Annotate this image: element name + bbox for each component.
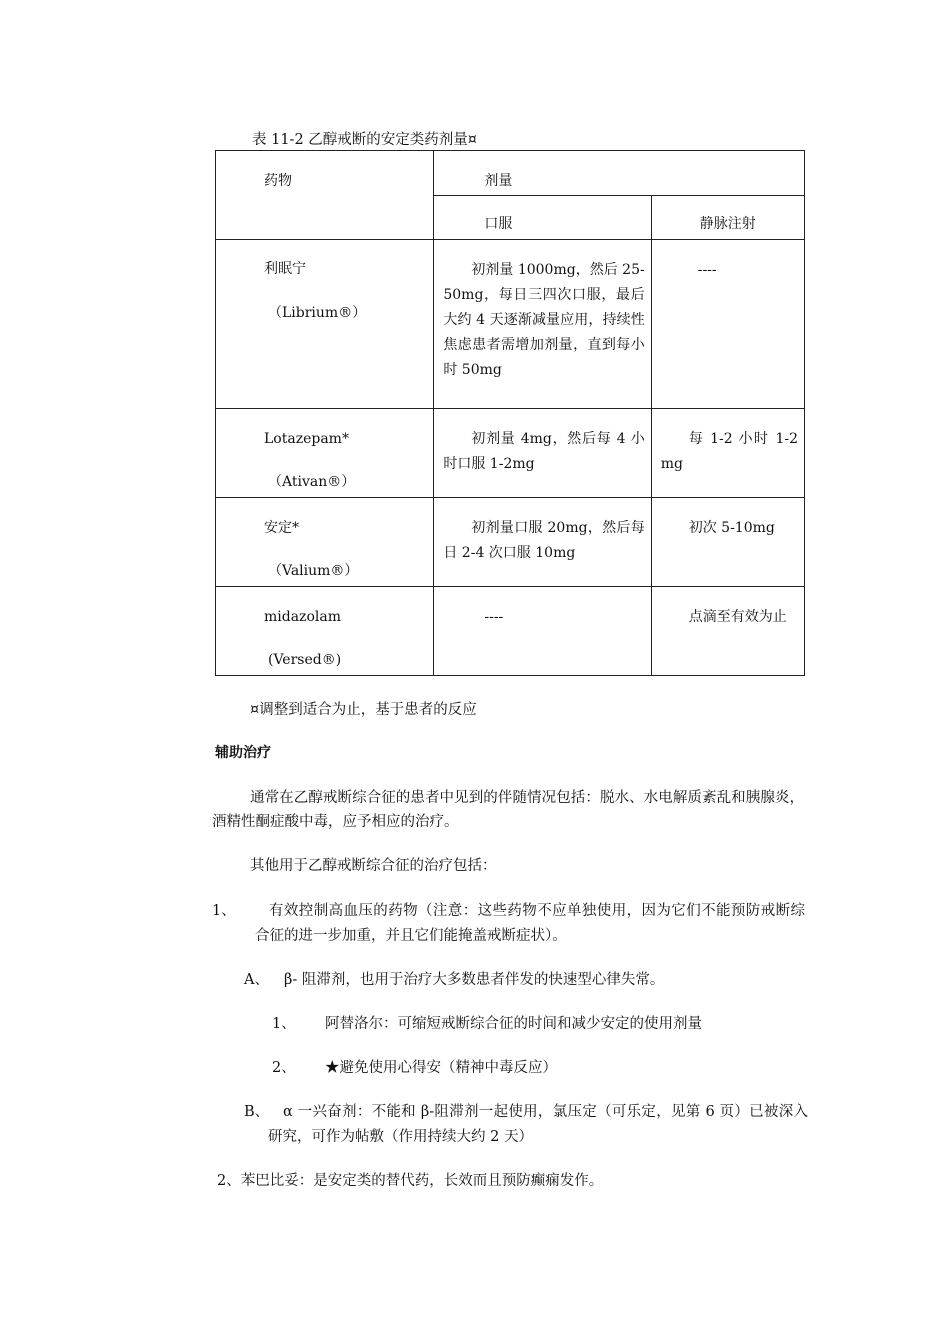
sublist-text: ★避免使用心得安（精神中毒反应）	[325, 1060, 557, 1076]
table-row	[216, 587, 805, 676]
oral-cell	[434, 240, 651, 409]
sublist-text: 阿替洛尔：可缩短戒断综合征的时间和减少安定的使用剂量	[325, 1016, 702, 1032]
paragraph: 通常在乙醇戒断综合征的患者中见到的伴随情况包括：脱水、水电解质紊乱和胰腺炎，酒精性酮症酸中毒，应予相应的治疗。	[212, 790, 804, 830]
dosage-table	[215, 150, 805, 676]
drug-brand: （Valium®）	[268, 563, 359, 579]
iv-cell	[651, 587, 804, 676]
table-caption: 表 11-2 乙醇戒断的安定类药剂量¤	[252, 132, 478, 148]
header-dose: 剂量	[484, 173, 513, 189]
header-oral-cell	[434, 196, 651, 240]
oral-dose: 初剂量口服 20mg，然后每日 2-4 次口服 10mg	[443, 520, 645, 561]
table-footnote: ¤调整到适合为止，基于患者的反应	[250, 702, 477, 718]
table-row	[216, 240, 805, 409]
drug-brand: （Ativan®）	[268, 474, 356, 490]
table-row	[216, 498, 805, 587]
header-drug-cell	[216, 151, 434, 240]
oral-dose: 初剂量 1000mg，然后 25-50mg，每日三四次口服，最后大约 4 天逐渐减量应用，持续性焦虑患者需增加剂量，直到每小时 50mg	[443, 262, 645, 378]
drug-name: Lotazepam*	[264, 431, 349, 447]
list-item-text: 有效控制高血压的药物（注意：这些药物不应单独使用，因为它们不能预防戒断综合征的进一步加重，并且它们能掩盖戒断症状）。	[255, 903, 805, 944]
drug-cell	[216, 409, 434, 498]
table-row	[216, 409, 805, 498]
drug-name: midazolam	[264, 609, 341, 625]
drug-brand: （Librium®）	[268, 305, 367, 321]
iv-dose: 初次 5-10mg	[688, 520, 775, 536]
table-header-row	[216, 151, 805, 196]
iv-cell	[651, 498, 804, 587]
oral-dose: ----	[484, 609, 504, 625]
paragraph: 其他用于乙醇戒断综合征的治疗包括：	[250, 858, 497, 874]
iv-cell	[651, 409, 804, 498]
header-drug: 药物	[264, 173, 292, 189]
list-number: 1、	[212, 903, 236, 919]
drug-brand: (Versed®)	[268, 652, 342, 668]
drug-name: 安定*	[264, 520, 299, 536]
list-item-text: 2、苯巴比妥：是安定类的替代药，长效而且预防癫痫发作。	[217, 1173, 604, 1189]
drug-cell	[216, 587, 434, 676]
sublist-label: A、	[244, 972, 269, 988]
oral-cell	[434, 409, 651, 498]
sublist-text: α 一兴奋剂：不能和 β-阻滞剂一起使用，氯压定（可乐定，见第 6 页）已被深入研究，可作为帖敷（作用持续大约 2 天）	[268, 1104, 808, 1145]
sublist-number: 1、	[272, 1016, 296, 1032]
iv-dose: ----	[697, 262, 717, 278]
header-dose-cell	[434, 151, 805, 196]
oral-cell	[434, 587, 651, 676]
header-oral: 口服	[484, 216, 513, 232]
iv-cell	[651, 240, 804, 409]
section-title: 辅助治疗	[215, 745, 271, 761]
drug-cell	[216, 498, 434, 587]
header-iv-cell	[651, 196, 804, 240]
drug-name: 利眠宁	[264, 261, 306, 277]
oral-dose: 初剂量 4mg，然后每 4 小时口服 1-2mg	[443, 431, 645, 472]
iv-dose: 每 1-2 小时 1-2mg	[660, 431, 798, 472]
drug-cell	[216, 240, 434, 409]
sublist-number: 2、	[272, 1060, 296, 1076]
sublist-text: β- 阻滞剂，也用于治疗大多数患者伴发的快速型心律失常。	[284, 972, 665, 988]
iv-dose: 点滴至有效为止	[688, 609, 787, 625]
header-iv: 静脉注射	[699, 216, 756, 232]
oral-cell	[434, 498, 651, 587]
sublist-label: B、	[244, 1104, 270, 1120]
